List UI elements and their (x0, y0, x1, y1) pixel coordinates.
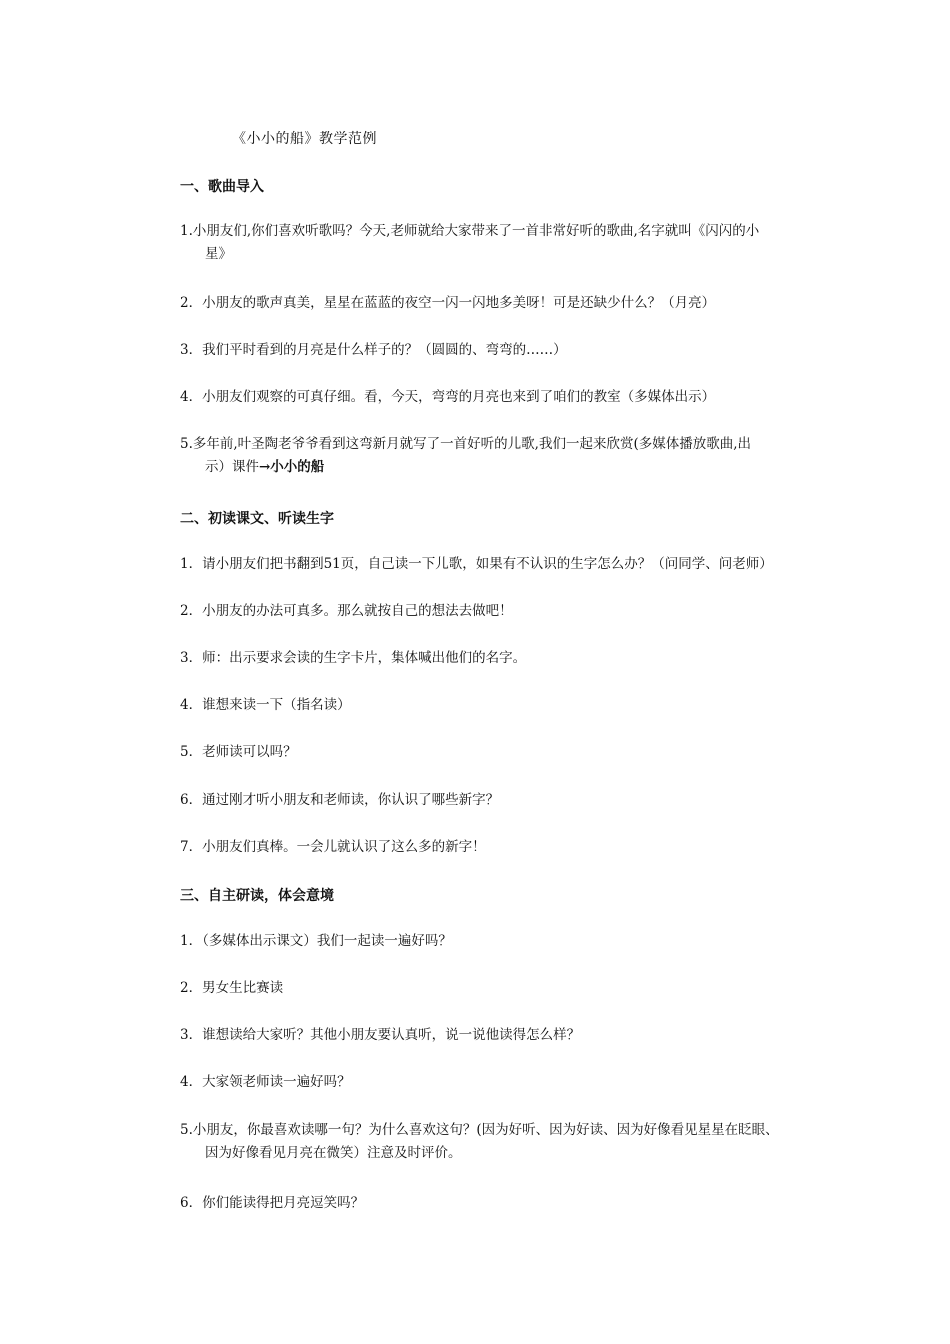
courseware-title: →小小的船 (259, 459, 325, 475)
paragraph-2-4: 4．谁想来读一下（指名读） (180, 697, 351, 713)
section-heading-1: 一、歌曲导入 (180, 179, 264, 195)
paragraph-continuation: 因为好像看见月亮在微笑）注意及时评价。 (205, 1145, 462, 1161)
paragraph-line: 1.小朋友们,你们喜欢听歌吗？今天,老师就给大家带来了一首非常好听的歌曲,名字就叫《闪闪的小 (180, 223, 760, 239)
paragraph-continuation: 星》 (205, 246, 232, 262)
paragraph-1-3: 3．我们平时看到的月亮是什么样子的？（圆圆的、弯弯的……） (180, 342, 567, 358)
paragraph-line: 5.小朋友，你最喜欢读哪一句？为什么喜欢这句？(因为好听、因为好读、因为好像看见星星在眨眼、 (180, 1122, 779, 1138)
document-title: 《小小的船》教学范例 (232, 131, 377, 147)
paragraph-3-2: 2．男女生比赛读 (180, 980, 284, 996)
paragraph-1-1 (180, 220, 810, 266)
paragraph-1-5 (180, 433, 810, 479)
paragraph-3-1: 1．（多媒体出示课文）我们一起读一遍好吗？ (180, 933, 452, 949)
paragraph-3-3: 3．谁想读给大家听？其他小朋友要认真听，说一说他读得怎么样？ (180, 1027, 581, 1043)
paragraph-3-4: 4．大家领老师读一遍好吗？ (180, 1074, 351, 1090)
section-heading-3: 三、自主研读，体会意境 (180, 888, 334, 904)
paragraph-3-6: 6．你们能读得把月亮逗笑吗？ (180, 1195, 365, 1211)
paragraph-line: 5.多年前,叶圣陶老爷爷看到这弯新月就写了一首好听的儿歌,我们一起来欣赏(多媒体播放歌曲,出 (180, 436, 752, 452)
paragraph-1-4: 4．小朋友们观察的可真仔细。看，今天，弯弯的月亮也来到了咱们的教室（多媒体出示） (180, 389, 716, 405)
paragraph-2-6: 6．通过刚才听小朋友和老师读，你认识了哪些新字？ (180, 792, 500, 808)
paragraph-continuation (180, 456, 810, 479)
paragraph-1-2: 2．小朋友的歌声真美，星星在蓝蓝的夜空一闪一闪地多美呀！可是还缺少什么？（月亮） (180, 295, 716, 311)
paragraph-2-1: 1．请小朋友们把书翻到51页，自己读一下儿歌，如果有不认识的生字怎么办？（问同学、问老师） (180, 556, 773, 572)
section-heading-2: 二、初读课文、听读生字 (180, 511, 334, 527)
paragraph-2-5: 5．老师读可以吗？ (180, 744, 297, 760)
paragraph-2-3: 3．师：出示要求会读的生字卡片，集体喊出他们的名字。 (180, 650, 527, 666)
paragraph-2-7: 7．小朋友们真棒。一会儿就认识了这么多的新字！ (180, 839, 486, 855)
paragraph-3-5 (180, 1119, 810, 1165)
paragraph-2-2: 2．小朋友的办法可真多。那么就按自己的想法去做吧！ (180, 603, 513, 619)
continuation-text: 示）课件 (205, 459, 259, 475)
